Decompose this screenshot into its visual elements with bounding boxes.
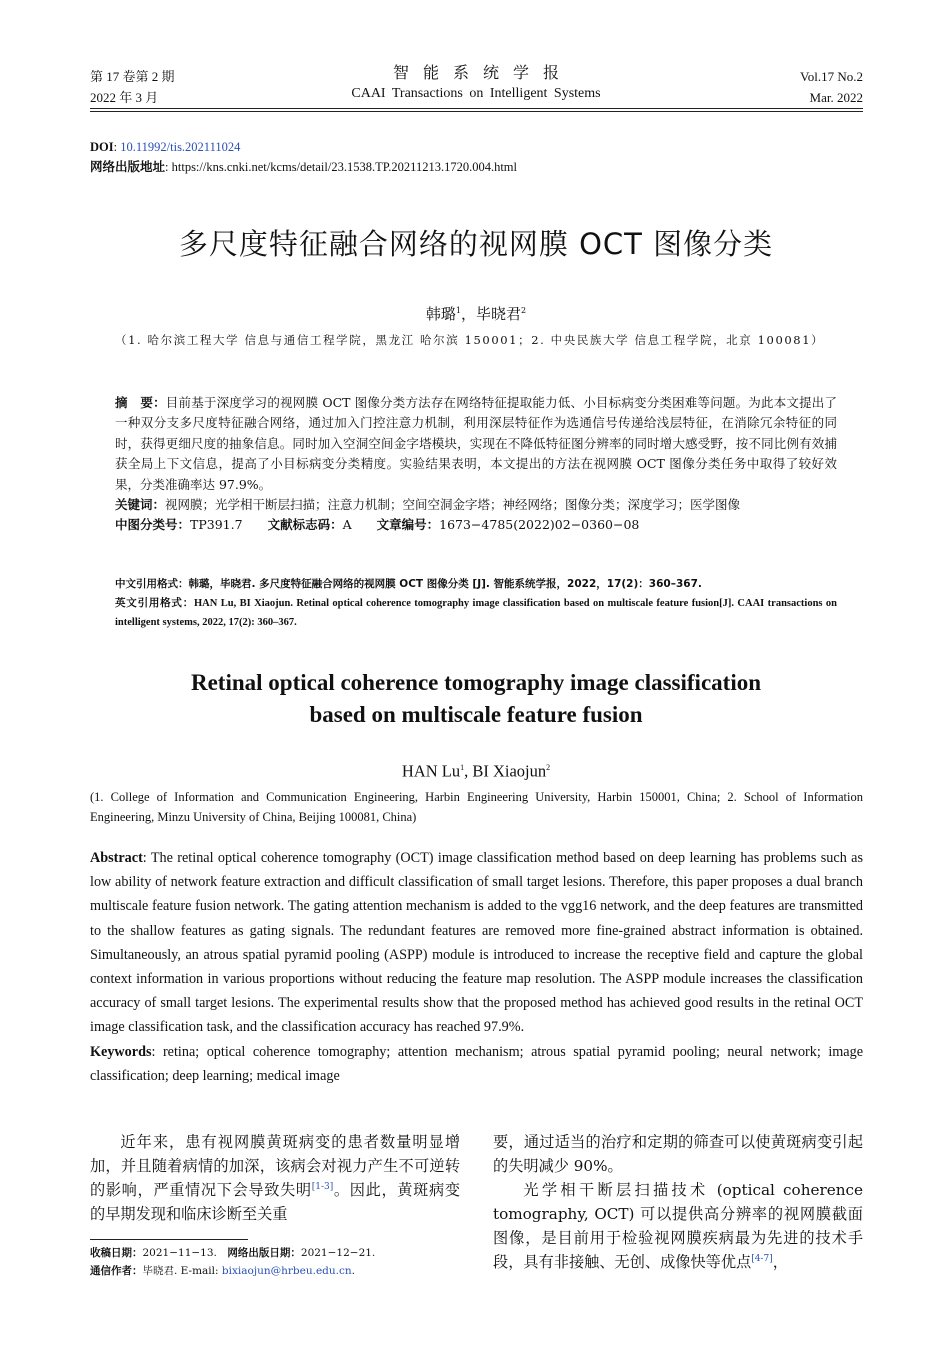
- abstract-en-label: Abstract: [90, 850, 143, 866]
- keywords-en-label: Keywords: [90, 1043, 152, 1060]
- abstract-cn-label: 摘 要：: [115, 395, 166, 410]
- classification-line: [115, 515, 837, 535]
- body-paragraph: [90, 1130, 460, 1226]
- header-rule: [90, 108, 863, 109]
- footnote-rule: [90, 1239, 248, 1240]
- citation-en-text: HAN Lu, BI Xiaojun. Retinal optical coherence tomography image classification based on multiscale feature fusion[J]. CAAI transactions on intelligent systems, 2022, 17(2): 360–367.: [115, 597, 837, 628]
- article-no-label: 文章编号：: [376, 517, 440, 533]
- body-text: 近年来，患有视网膜黄斑病变的患者数量明显增加，并且随着病情的加深，该病会对视力产生不可逆转的影响，严重情况下会导致失明: [90, 1133, 460, 1199]
- body-text: 光学相干断层扫描技术 (optical coherence tomography, OCT) 可以提供高分辨率的视网膜截面图像，是目前用于检验视网膜疾病最为先进的技术手段，具有非接触、无创、成像快等优点: [493, 1181, 863, 1271]
- header-rule-thin: [90, 111, 863, 112]
- clc-value: TP391.7: [190, 517, 243, 533]
- affiliation-cn: （1. 哈尔滨工程大学 信息与通信工程学院，黑龙江 哈尔滨 150001；2. 中央民族大学 信息工程学院，北京 100081）: [115, 333, 825, 347]
- doi-block: [90, 137, 517, 177]
- received-label: 收稿日期：: [90, 1247, 143, 1259]
- citation-en: [115, 594, 837, 633]
- author-separator: ，: [460, 305, 476, 323]
- author-name: 韩璐: [425, 305, 456, 323]
- affiliation-en: (1. College of Information and Communication Engineering, Harbin Engineering University, Harbin 150001, China; 2. School of Information Engineering, Minzu University of China, Beijing 100081, China): [90, 790, 863, 824]
- citation-format: [115, 575, 837, 633]
- body-column-right: [493, 1130, 863, 1274]
- keywords-cn-label: 关键词：: [115, 497, 166, 513]
- author-affil-mark-en: 2: [546, 763, 551, 772]
- keywords-en: [90, 1040, 863, 1088]
- email-end: .: [351, 1265, 355, 1277]
- journal-name-en: CAAI Transactions on Intelligent Systems: [351, 86, 601, 101]
- body-paragraph: 要，通过适当的治疗和定期的筛查可以使黄斑病变引起的失明减少 90%。: [493, 1133, 863, 1175]
- volume-issue-en: Vol.17 No.2: [800, 69, 863, 84]
- keywords-en-text: : retina; optical coherence tomography; attention mechanism; atrous spatial pyramid pooling; neural network; image classification; deep learning; medical image: [90, 1043, 863, 1084]
- author-name-en: HAN Lu: [401, 761, 461, 781]
- journal-name-cn: 智能系统学报: [392, 63, 573, 82]
- author-affil-mark: 2: [521, 306, 527, 315]
- volume-issue: 第 17 卷第 2 期: [90, 69, 175, 84]
- abstract-en-body: : The retinal optical coherence tomography (OCT) image classification method based on deep learning has problems such as low ability of network feature extraction and difficult classification of small target lesions. Therefore, this paper proposes a dual branch multiscale feature fusion network. The gating attention mechanism is added to the vgg16 network, and the deep features are transmitted to the shallow features as gating signals. The redundant features are removed more fine-grained abstract information is obtained. Simultaneously, an atrous spatial pyramid pooling (ASPP) module is introduced to increase the receptive field and capture the global context information in various proportions without reducing the feature map resolution. The ASPP module increases the classification accuracy of small target lesions. The experimental results show that the proposed method has achieved good results in the retinal OCT image classification task, and the classification accuracy has reached 97.9%.: [90, 850, 863, 1036]
- paper-title-cn: 多尺度特征融合网络的视网膜 OCT 图像分类: [178, 227, 774, 261]
- dates-line: [90, 1244, 470, 1262]
- online-date-label: 网络出版日期：: [227, 1247, 301, 1259]
- abstract-cn-text: [115, 393, 837, 495]
- corresponding-line: [90, 1262, 470, 1280]
- doc-code-label: 文献标志码：: [267, 517, 343, 533]
- body-paragraph: [493, 1178, 863, 1274]
- author-affil-mark-en: 1: [460, 763, 465, 772]
- body-column-left: [90, 1130, 460, 1226]
- author-name-en: BI Xiaojun: [472, 761, 547, 781]
- doc-code-value: A: [342, 517, 352, 533]
- online-date: 2021−12−21.: [300, 1247, 376, 1259]
- doi-line: DOI: 10.11992/tis.202111024: [90, 140, 241, 154]
- abstract-cn-body: 目前基于深度学习的视网膜 OCT 图像分类方法存在网络特征提取能力低、小目标病变分类困难等问题。为此本文提出了一种双分支多尺度特征融合网络，通过加入门控注意力机制，利用深层特征作为选通信号传递给浅层特征，在消除冗余特征的同时，获得更细尺度的抽象信息。同时加入空洞空间金字塔模块，实现在不降低特征图分辨率的同时增大感受野，按不同比例有效捕获全局上下文信息，提高了小目标病变分类精度。实验结果表明，本文提出的方法在视网膜 OCT 图像分类任务中取得了较好效果，分类准确率达 97.9%。: [115, 395, 837, 492]
- email-link[interactable]: bixiaojun@hrbeu.edu.cn: [221, 1265, 352, 1277]
- author-affil-mark: 1: [455, 306, 461, 315]
- body-text: 。因此，黄斑病变的早期发现和临床诊断至关重: [90, 1181, 461, 1223]
- abstract-en: [90, 846, 863, 1088]
- online-address-label: 网络出版地址: [90, 159, 166, 174]
- received-date: 2021−11−13.: [142, 1247, 217, 1259]
- keywords-cn-text: 视网膜；光学相干断层扫描；注意力机制；空间空洞金字塔；神经网络；图像分类；深度学习；医学图像: [165, 497, 741, 513]
- citation-en-label: 英文引用格式：: [115, 596, 195, 609]
- issue-date-en: Mar. 2022: [809, 90, 863, 105]
- keywords-cn: [115, 495, 837, 515]
- citation-ref[interactable]: [4-7]: [751, 1253, 773, 1264]
- authors-cn: [0, 300, 952, 325]
- author-name: 毕晓君: [476, 305, 522, 323]
- doi-label: DOI: [90, 140, 114, 154]
- abstract-cn: [115, 393, 837, 536]
- online-address-line: 网络出版地址: https://kns.cnki.net/kcms/detail/23.1538.TP.20211213.1720.004.html: [90, 159, 517, 174]
- citation-ref[interactable]: [1-3]: [311, 1181, 334, 1192]
- citation-cn-text: 韩璐，毕晓君. 多尺度特征融合网络的视网膜 OCT 图像分类 [J]. 智能系统学报，2022，17(2)：360–367.: [188, 578, 702, 590]
- abstract-en-text: [90, 846, 863, 1040]
- citation-cn-label: 中文引用格式：: [115, 578, 189, 590]
- corresponding-label: 通信作者：: [90, 1265, 143, 1277]
- paper-title-en: [0, 667, 952, 731]
- body-text: ，: [772, 1253, 788, 1271]
- issue-date: 2022 年 3 月: [90, 90, 159, 105]
- clc-label: 中图分类号：: [115, 517, 191, 533]
- citation-cn: [115, 575, 837, 594]
- article-no-value: 1673−4785(2022)02−0360−08: [439, 517, 640, 533]
- authors-en: [0, 757, 952, 783]
- footnote: [90, 1244, 470, 1280]
- doi-link[interactable]: 10.11992/tis.202111024: [120, 140, 241, 154]
- author-separator-en: ,: [464, 761, 473, 781]
- online-address-url[interactable]: https://kns.cnki.net/kcms/detail/23.1538.TP.20211213.1720.004.html: [171, 160, 517, 174]
- issue-info-en: [800, 66, 863, 108]
- corresponding-author: 毕晓君. E-mail:: [142, 1265, 222, 1277]
- paper-title-en-line2: based on multiscale feature fusion: [309, 702, 643, 727]
- paper-title-en-line1: Retinal optical coherence tomography image classification: [190, 670, 761, 695]
